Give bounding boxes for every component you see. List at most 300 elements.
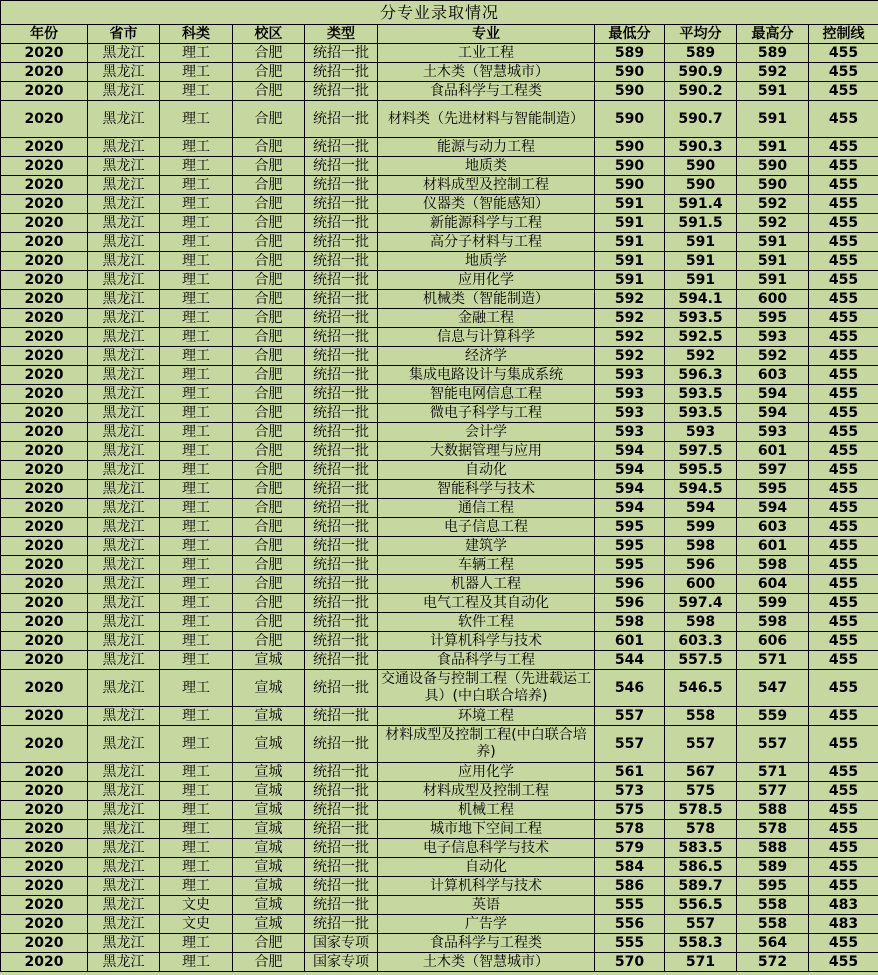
province-cell: 黑龙江 <box>88 763 160 782</box>
min-score-cell: 555 <box>595 896 665 915</box>
province-cell: 黑龙江 <box>88 366 160 385</box>
max-score-cell: 591 <box>737 101 809 138</box>
province-cell: 黑龙江 <box>88 101 160 138</box>
campus-cell: 合肥 <box>233 347 305 366</box>
year-cell: 2020 <box>1 233 88 252</box>
control-line-cell: 455 <box>809 575 878 594</box>
campus-cell: 合肥 <box>233 518 305 537</box>
year-cell: 2020 <box>1 63 88 82</box>
major-cell: 电气工程及其自动化 <box>378 594 595 613</box>
type-cell: 国家专项 <box>305 953 378 972</box>
year-cell: 2020 <box>1 801 88 820</box>
control-line-cell: 455 <box>809 385 878 404</box>
province-cell: 黑龙江 <box>88 782 160 801</box>
campus-cell: 宣城 <box>233 670 305 707</box>
major-cell: 地质类 <box>378 157 595 176</box>
min-score-cell: 590 <box>595 101 665 138</box>
category-cell: 理工 <box>160 101 233 138</box>
category-cell: 理工 <box>160 347 233 366</box>
year-cell: 2020 <box>1 613 88 632</box>
max-score-cell: 595 <box>737 877 809 896</box>
type-cell: 统招一批 <box>305 195 378 214</box>
campus-cell: 合肥 <box>233 44 305 63</box>
min-score-cell: 590 <box>595 157 665 176</box>
campus-cell: 合肥 <box>233 461 305 480</box>
avg-score-cell: 594.1 <box>665 290 737 309</box>
campus-cell: 宣城 <box>233 915 305 934</box>
table-row <box>1 877 878 896</box>
major-cell: 电子信息工程 <box>378 518 595 537</box>
max-score-cell: 589 <box>737 858 809 877</box>
avg-score-cell: 591 <box>665 271 737 290</box>
campus-cell: 合肥 <box>233 575 305 594</box>
table-row <box>1 651 878 670</box>
major-cell: 工业工程 <box>378 44 595 63</box>
table-row <box>1 763 878 782</box>
year-cell: 2020 <box>1 670 88 707</box>
province-cell: 黑龙江 <box>88 385 160 404</box>
table-row <box>1 290 878 309</box>
campus-cell: 合肥 <box>233 138 305 157</box>
avg-score-cell: 594.5 <box>665 480 737 499</box>
max-score-cell: 603 <box>737 518 809 537</box>
control-line-cell: 455 <box>809 499 878 518</box>
control-line-cell: 455 <box>809 461 878 480</box>
table-row <box>1 347 878 366</box>
table-row <box>1 138 878 157</box>
header-avg-score: 平均分 <box>665 25 737 44</box>
avg-score-cell: 578.5 <box>665 801 737 820</box>
type-cell: 统招一批 <box>305 309 378 328</box>
year-cell: 2020 <box>1 518 88 537</box>
campus-cell: 合肥 <box>233 556 305 575</box>
province-cell: 黑龙江 <box>88 233 160 252</box>
category-cell: 理工 <box>160 763 233 782</box>
avg-score-cell: 571 <box>665 953 737 972</box>
max-score-cell: 591 <box>737 271 809 290</box>
control-line-cell: 483 <box>809 915 878 934</box>
min-score-cell: 593 <box>595 366 665 385</box>
province-cell: 黑龙江 <box>88 442 160 461</box>
table-row <box>1 556 878 575</box>
province-cell: 黑龙江 <box>88 594 160 613</box>
major-cell: 机械工程 <box>378 801 595 820</box>
table-row <box>1 782 878 801</box>
type-cell: 统招一批 <box>305 101 378 138</box>
type-cell: 统招一批 <box>305 138 378 157</box>
category-cell: 理工 <box>160 366 233 385</box>
min-score-cell: 570 <box>595 953 665 972</box>
year-cell: 2020 <box>1 820 88 839</box>
control-line-cell: 455 <box>809 953 878 972</box>
header-control-line: 控制线 <box>809 25 878 44</box>
avg-score-cell: 546.5 <box>665 670 737 707</box>
min-score-cell: 591 <box>595 233 665 252</box>
category-cell: 理工 <box>160 613 233 632</box>
province-cell: 黑龙江 <box>88 820 160 839</box>
max-score-cell: 591 <box>737 233 809 252</box>
control-line-cell: 455 <box>809 101 878 138</box>
avg-score-cell: 591.5 <box>665 214 737 233</box>
max-score-cell: 595 <box>737 480 809 499</box>
province-cell: 黑龙江 <box>88 404 160 423</box>
table-row <box>1 176 878 195</box>
year-cell: 2020 <box>1 575 88 594</box>
header-max-score: 最高分 <box>737 25 809 44</box>
min-score-cell: 575 <box>595 801 665 820</box>
campus-cell: 合肥 <box>233 195 305 214</box>
category-cell: 理工 <box>160 518 233 537</box>
category-cell: 理工 <box>160 176 233 195</box>
max-score-cell: 597 <box>737 461 809 480</box>
major-cell: 材料成型及控制工程 <box>378 782 595 801</box>
type-cell: 统招一批 <box>305 480 378 499</box>
min-score-cell: 593 <box>595 423 665 442</box>
major-cell: 应用化学 <box>378 763 595 782</box>
year-cell: 2020 <box>1 82 88 101</box>
control-line-cell: 455 <box>809 233 878 252</box>
control-line-cell: 455 <box>809 157 878 176</box>
year-cell: 2020 <box>1 252 88 271</box>
min-score-cell: 592 <box>595 290 665 309</box>
major-cell: 高分子材料与工程 <box>378 233 595 252</box>
min-score-cell: 556 <box>595 915 665 934</box>
table-row <box>1 63 878 82</box>
year-cell: 2020 <box>1 839 88 858</box>
province-cell: 黑龙江 <box>88 63 160 82</box>
avg-score-cell: 590.3 <box>665 138 737 157</box>
control-line-cell: 455 <box>809 839 878 858</box>
avg-score-cell: 591.4 <box>665 195 737 214</box>
max-score-cell: 572 <box>737 953 809 972</box>
category-cell: 理工 <box>160 404 233 423</box>
major-cell: 城市地下空间工程 <box>378 820 595 839</box>
min-score-cell: 557 <box>595 707 665 726</box>
type-cell: 统招一批 <box>305 877 378 896</box>
major-cell: 智能电网信息工程 <box>378 385 595 404</box>
province-cell: 黑龙江 <box>88 801 160 820</box>
table-row <box>1 271 878 290</box>
avg-score-cell: 558 <box>665 707 737 726</box>
campus-cell: 合肥 <box>233 423 305 442</box>
header-type: 类型 <box>305 25 378 44</box>
max-score-cell: 557 <box>737 726 809 763</box>
max-score-cell: 592 <box>737 214 809 233</box>
province-cell: 黑龙江 <box>88 290 160 309</box>
province-cell: 黑龙江 <box>88 670 160 707</box>
min-score-cell: 595 <box>595 556 665 575</box>
campus-cell: 合肥 <box>233 157 305 176</box>
max-score-cell: 558 <box>737 896 809 915</box>
category-cell: 理工 <box>160 632 233 651</box>
table-row <box>1 101 878 138</box>
year-cell: 2020 <box>1 347 88 366</box>
table-row <box>1 953 878 972</box>
type-cell: 统招一批 <box>305 442 378 461</box>
type-cell: 统招一批 <box>305 782 378 801</box>
province-cell: 黑龙江 <box>88 271 160 290</box>
year-cell: 2020 <box>1 763 88 782</box>
min-score-cell: 601 <box>595 632 665 651</box>
major-cell: 土木类（智慧城市） <box>378 953 595 972</box>
min-score-cell: 590 <box>595 82 665 101</box>
type-cell: 统招一批 <box>305 233 378 252</box>
province-cell: 黑龙江 <box>88 480 160 499</box>
table-row <box>1 328 878 347</box>
major-cell: 食品科学与工程类 <box>378 82 595 101</box>
province-cell: 黑龙江 <box>88 44 160 63</box>
header-major: 专业 <box>378 25 595 44</box>
type-cell: 统招一批 <box>305 763 378 782</box>
control-line-cell: 455 <box>809 726 878 763</box>
control-line-cell: 455 <box>809 613 878 632</box>
table-row <box>1 915 878 934</box>
campus-cell: 合肥 <box>233 442 305 461</box>
major-cell: 通信工程 <box>378 499 595 518</box>
max-score-cell: 591 <box>737 138 809 157</box>
type-cell: 统招一批 <box>305 44 378 63</box>
year-cell: 2020 <box>1 782 88 801</box>
control-line-cell: 455 <box>809 594 878 613</box>
type-cell: 统招一批 <box>305 537 378 556</box>
type-cell: 统招一批 <box>305 176 378 195</box>
campus-cell: 宣城 <box>233 896 305 915</box>
min-score-cell: 557 <box>595 726 665 763</box>
max-score-cell: 594 <box>737 404 809 423</box>
control-line-cell: 455 <box>809 195 878 214</box>
type-cell: 统招一批 <box>305 651 378 670</box>
avg-score-cell: 557 <box>665 915 737 934</box>
min-score-cell: 591 <box>595 214 665 233</box>
year-cell: 2020 <box>1 915 88 934</box>
major-cell: 土木类（智慧城市） <box>378 63 595 82</box>
min-score-cell: 593 <box>595 404 665 423</box>
major-cell: 环境工程 <box>378 707 595 726</box>
min-score-cell: 591 <box>595 195 665 214</box>
year-cell: 2020 <box>1 953 88 972</box>
min-score-cell: 555 <box>595 934 665 953</box>
type-cell: 统招一批 <box>305 82 378 101</box>
province-cell: 黑龙江 <box>88 953 160 972</box>
header-category: 科类 <box>160 25 233 44</box>
type-cell: 统招一批 <box>305 858 378 877</box>
campus-cell: 宣城 <box>233 839 305 858</box>
table-title: 分专业录取情况 <box>1 1 878 25</box>
min-score-cell: 591 <box>595 252 665 271</box>
header-min-score: 最低分 <box>595 25 665 44</box>
campus-cell: 宣城 <box>233 858 305 877</box>
avg-score-cell: 593.5 <box>665 385 737 404</box>
table-row <box>1 820 878 839</box>
category-cell: 理工 <box>160 594 233 613</box>
max-score-cell: 592 <box>737 63 809 82</box>
category-cell: 理工 <box>160 670 233 707</box>
max-score-cell: 601 <box>737 442 809 461</box>
campus-cell: 合肥 <box>233 233 305 252</box>
control-line-cell: 455 <box>809 670 878 707</box>
year-cell: 2020 <box>1 385 88 404</box>
campus-cell: 合肥 <box>233 176 305 195</box>
min-score-cell: 546 <box>595 670 665 707</box>
avg-score-cell: 593.5 <box>665 404 737 423</box>
province-cell: 黑龙江 <box>88 138 160 157</box>
avg-score-cell: 589.7 <box>665 877 737 896</box>
max-score-cell: 588 <box>737 839 809 858</box>
category-cell: 理工 <box>160 858 233 877</box>
min-score-cell: 589 <box>595 44 665 63</box>
year-cell: 2020 <box>1 271 88 290</box>
category-cell: 理工 <box>160 442 233 461</box>
type-cell: 统招一批 <box>305 404 378 423</box>
campus-cell: 宣城 <box>233 877 305 896</box>
type-cell: 统招一批 <box>305 594 378 613</box>
year-cell: 2020 <box>1 651 88 670</box>
control-line-cell: 455 <box>809 366 878 385</box>
min-score-cell: 594 <box>595 461 665 480</box>
min-score-cell: 578 <box>595 820 665 839</box>
max-score-cell: 601 <box>737 537 809 556</box>
avg-score-cell: 567 <box>665 763 737 782</box>
major-cell: 经济学 <box>378 347 595 366</box>
min-score-cell: 596 <box>595 594 665 613</box>
campus-cell: 合肥 <box>233 63 305 82</box>
max-score-cell: 558 <box>737 915 809 934</box>
avg-score-cell: 556.5 <box>665 896 737 915</box>
category-cell: 理工 <box>160 801 233 820</box>
max-score-cell: 598 <box>737 613 809 632</box>
province-cell: 黑龙江 <box>88 176 160 195</box>
campus-cell: 宣城 <box>233 763 305 782</box>
category-cell: 理工 <box>160 877 233 896</box>
year-cell: 2020 <box>1 726 88 763</box>
control-line-cell: 455 <box>809 537 878 556</box>
control-line-cell: 455 <box>809 556 878 575</box>
table-row <box>1 726 878 763</box>
max-score-cell: 591 <box>737 252 809 271</box>
category-cell: 理工 <box>160 423 233 442</box>
major-cell: 能源与动力工程 <box>378 138 595 157</box>
year-cell: 2020 <box>1 44 88 63</box>
major-cell: 材料成型及控制工程(中白联合培养) <box>378 726 595 763</box>
min-score-cell: 595 <box>595 537 665 556</box>
province-cell: 黑龙江 <box>88 632 160 651</box>
major-cell: 会计学 <box>378 423 595 442</box>
table-row <box>1 518 878 537</box>
category-cell: 理工 <box>160 499 233 518</box>
avg-score-cell: 590 <box>665 157 737 176</box>
min-score-cell: 590 <box>595 138 665 157</box>
type-cell: 统招一批 <box>305 347 378 366</box>
table-row <box>1 195 878 214</box>
max-score-cell: 590 <box>737 157 809 176</box>
category-cell: 文史 <box>160 896 233 915</box>
table-row <box>1 499 878 518</box>
avg-score-cell: 596.3 <box>665 366 737 385</box>
max-score-cell: 588 <box>737 801 809 820</box>
max-score-cell: 577 <box>737 782 809 801</box>
year-cell: 2020 <box>1 101 88 138</box>
year-cell: 2020 <box>1 423 88 442</box>
min-score-cell: 590 <box>595 63 665 82</box>
table-row <box>1 309 878 328</box>
max-score-cell: 578 <box>737 820 809 839</box>
major-cell: 车辆工程 <box>378 556 595 575</box>
type-cell: 统招一批 <box>305 518 378 537</box>
campus-cell: 合肥 <box>233 537 305 556</box>
province-cell: 黑龙江 <box>88 214 160 233</box>
category-cell: 理工 <box>160 44 233 63</box>
control-line-cell: 455 <box>809 63 878 82</box>
campus-cell: 合肥 <box>233 252 305 271</box>
table-row <box>1 858 878 877</box>
category-cell: 文史 <box>160 915 233 934</box>
avg-score-cell: 578 <box>665 820 737 839</box>
campus-cell: 合肥 <box>233 480 305 499</box>
avg-score-cell: 593.5 <box>665 309 737 328</box>
year-cell: 2020 <box>1 594 88 613</box>
type-cell: 统招一批 <box>305 461 378 480</box>
max-score-cell: 599 <box>737 594 809 613</box>
province-cell: 黑龙江 <box>88 537 160 556</box>
avg-score-cell: 600 <box>665 575 737 594</box>
province-cell: 黑龙江 <box>88 613 160 632</box>
category-cell: 理工 <box>160 537 233 556</box>
year-cell: 2020 <box>1 707 88 726</box>
category-cell: 理工 <box>160 233 233 252</box>
max-score-cell: 606 <box>737 632 809 651</box>
major-cell: 地质学 <box>378 252 595 271</box>
min-score-cell: 579 <box>595 839 665 858</box>
major-cell: 大数据管理与应用 <box>378 442 595 461</box>
control-line-cell: 455 <box>809 328 878 347</box>
max-score-cell: 547 <box>737 670 809 707</box>
province-cell: 黑龙江 <box>88 157 160 176</box>
campus-cell: 宣城 <box>233 801 305 820</box>
year-cell: 2020 <box>1 138 88 157</box>
control-line-cell: 455 <box>809 782 878 801</box>
control-line-cell: 455 <box>809 290 878 309</box>
category-cell: 理工 <box>160 385 233 404</box>
category-cell: 理工 <box>160 82 233 101</box>
control-line-cell: 455 <box>809 632 878 651</box>
control-line-cell: 455 <box>809 518 878 537</box>
major-cell: 金融工程 <box>378 309 595 328</box>
province-cell: 黑龙江 <box>88 858 160 877</box>
major-cell: 新能源科学与工程 <box>378 214 595 233</box>
year-cell: 2020 <box>1 404 88 423</box>
min-score-cell: 594 <box>595 499 665 518</box>
table-row <box>1 670 878 707</box>
control-line-cell: 455 <box>809 347 878 366</box>
control-line-cell: 455 <box>809 309 878 328</box>
year-cell: 2020 <box>1 442 88 461</box>
major-cell: 食品科学与工程 <box>378 651 595 670</box>
control-line-cell: 455 <box>809 423 878 442</box>
category-cell: 理工 <box>160 839 233 858</box>
table-row <box>1 44 878 63</box>
campus-cell: 合肥 <box>233 632 305 651</box>
major-cell: 微电子科学与工程 <box>378 404 595 423</box>
year-cell: 2020 <box>1 499 88 518</box>
table-row <box>1 423 878 442</box>
year-cell: 2020 <box>1 461 88 480</box>
control-line-cell: 455 <box>809 707 878 726</box>
table-row <box>1 366 878 385</box>
min-score-cell: 586 <box>595 877 665 896</box>
min-score-cell: 573 <box>595 782 665 801</box>
campus-cell: 合肥 <box>233 385 305 404</box>
avg-score-cell: 583.5 <box>665 839 737 858</box>
